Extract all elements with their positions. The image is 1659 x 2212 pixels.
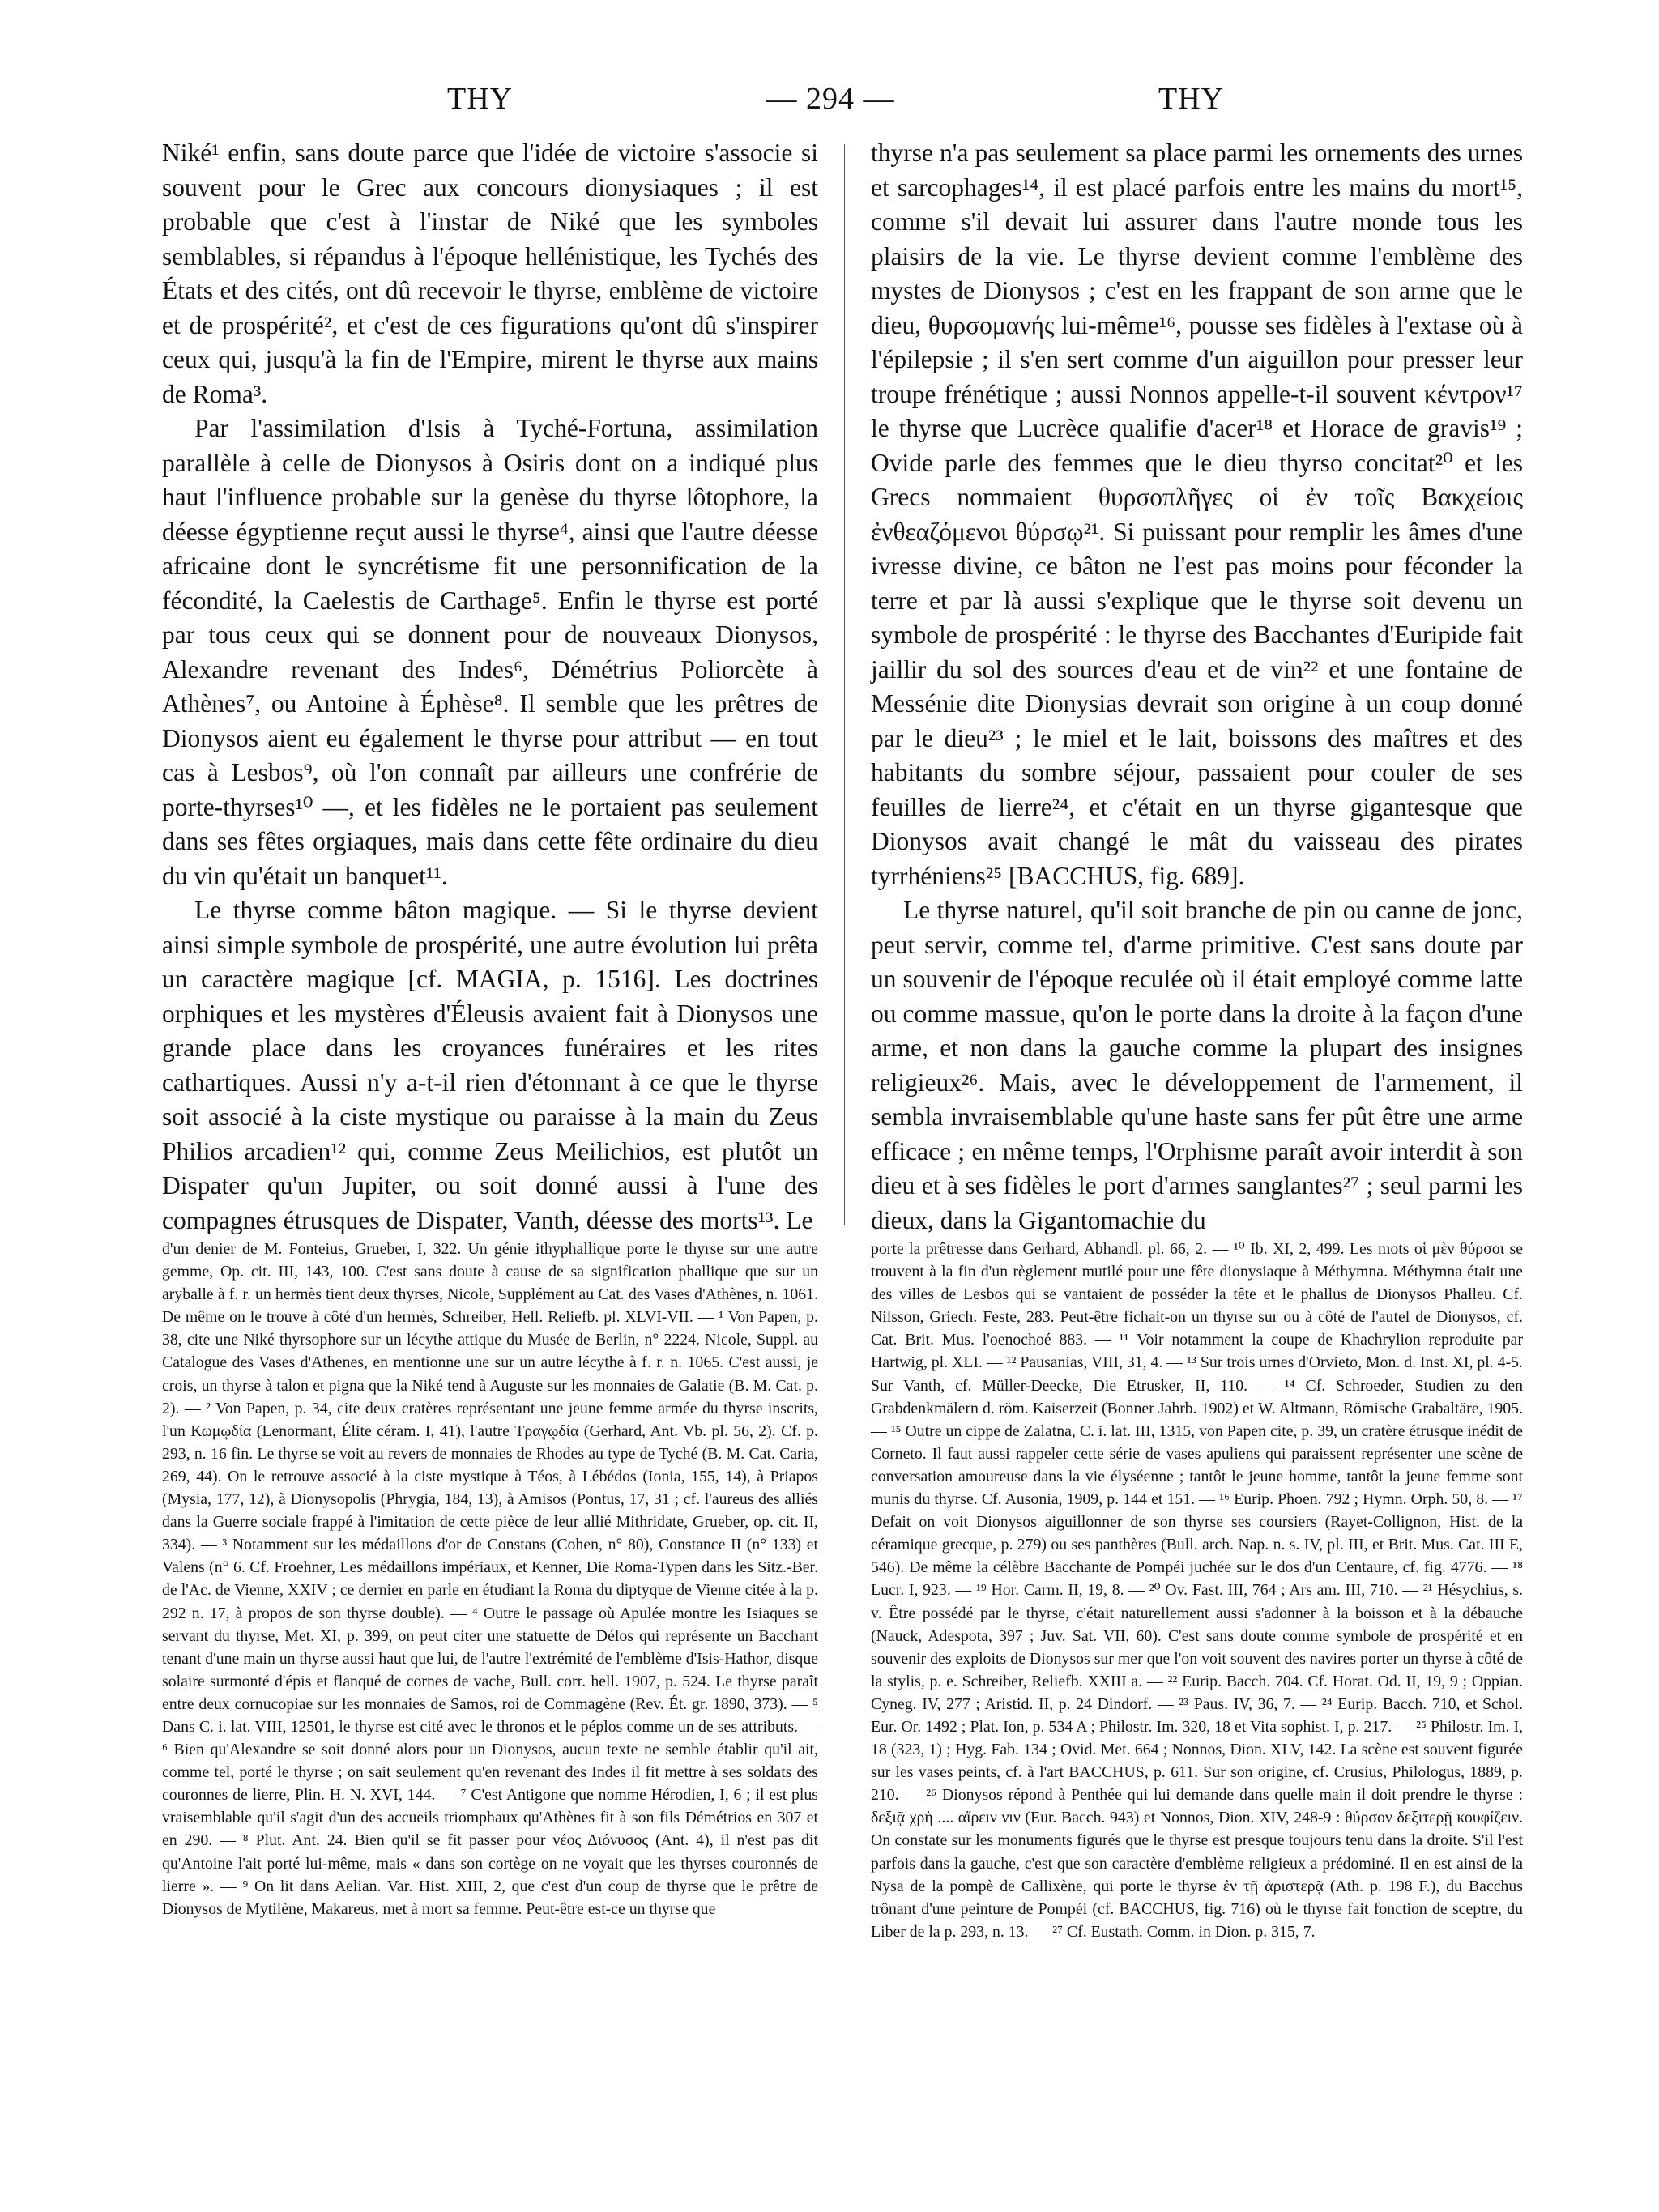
footnotes-left-text: d'un denier de M. Fonteius, Grueber, I, 322. Un génie ithyphallique porte le thyrse sur une autre gemme, Op. cit. III, 143, 100. C'est sans doute à cause de sa signification phallique que sur un aryballe à f. r. un hermès tient deux thyrses, Nicole, Supplément au Cat. des Vases d'Athènes, n. 1061. De même on le trouve à côté d'un hermès, Schreiber, Hell. Reliefb. pl. XLVI-VII. — ¹ Von Papen, p. 38, cite une Niké thyrsophore sur un lécythe attique du Musée de Berlin, n° 2224. Nicole, Suppl. au Catalogue des Vases d'Athenes, en mentionne une sur un autre lécythe à f. r. n. 1065. C'est aussi, je crois, un thyrse à talon et pigna que la Niké tend à Auguste sur les monnaies de Galatie (B. M. Cat. p. 2). — ² Von Papen, p. 34, cite deux cratères représentant une jeune femme armée du thyrse inscrits, l'un Κωμῳδία (Lenormant, Élite céram. I, 41), l'autre Τραγῳδία (Gerhard, Ant. Vb. pl. 56, 2). Cf. p. 293, n. 16 fin. Le thyrse se voit au revers de monnaies de Rhodes au type de Tyché (B. M. Cat. Caria, 269, 44). On le retrouve associé à la ciste mystique à Téos, à Lébédos (Ionia, 155, 14), à Priapos (Mysia, 177, 12), à Dionysopolis (Phrygia, 184, 13), à Amisos (Pontus, 17, 31 ; cf. l'aureus des alliés dans la Guerre sociale frappé à l'imitation de cette pièce de leur allié Mithridate, Grueber, op. cit. II, 334). — ³ Notamment sur les médaillons d'or de Constans (Cohen, n° 80), Constance II (n° 133) et Valens (n° 6. Cf. Froehner, Les médaillons impériaux, et Kenner, Die Roma-Typen dans les Sitz.-Ber. de l'Ac. de Vienne, XXIV ; ce dernier en parle en étudiant la Roma du diptyque de Vienne citée à la p. 292 n. 17, à propos de son thyrse double). — ⁴ Outre le passage où Apulée montre les Isiaques se servant du thyrse, Met. XI, p. 399, on peut citer une statuette de Délos qui représente un Bacchant tenant d'une main un thyrse aussi haut que lui, de l'autre l'extrémité de l'emblème d'Isis-Hathor, disque solaire surmonté d'épis et flanqué de cornes de vache, Bull. corr. hell. 1907, p. 524. Le thyrse paraît entre deux cornucopiae sur les monnaies de Samos, roi de Commagène (Rev. Ét. gr. 1890, 373). — ⁵ Dans C. i. lat. VIII, 12501, le thyrse est cité avec le thronos et le péplos comme un de ses attributs. — ⁶ Bien qu'Alexandre se soit donné alors pour un Dionysos, aucun texte ne semble établir qu'il ait, comme tel, porté le thyrse ; on sait seulement qu'en revenant des Indes il fit mettre à ses soldats des couronnes de lierre, Plin. H. N. XVI, 144. — ⁷ C'est Antigone que nomme Hérodien, I, 6 ; il est plus vraisemblable qu'il s'agit d'un des accueils triomphaux qu'Athènes fit à son fils Démétrios en 307 et en 290. — ⁸ Plut. Ant. 24. Bien qu'il se fit passer pour νέος Διόνυσος (Ant. 4), il n'est pas dit qu'Antoine l'ait porté lui-même, mais « dans son cortège on ne voyait que les thyrses couronnés de lierre ». — ⁹ On lit dans Aelian. Var. Hist. XIII, 2, que c'est d'un coup de thyrse que le prêtre de Dionysos de Mytilène, Makareus, met à mort sa femme. Peut-être est-ce un thyrse que (162, 1240, 818, 1918)
right-paragraph-1: thyrse n'a pas seulement sa place parmi les ornements des urnes et sarcophages¹⁴, il est placé parfois entre les mains du mort¹⁵, comme s'il devait lui assurer dans l'autre monde tous les plaisirs de la vie. Le thyrse devient comme l'emblème des mystes de Dionysos ; c'est en les frappant de son arme que le dieu, θυρσομανής lui-même¹⁶, pousse ses fidèles à l'extase où à l'épilepsie ; il s'en sert comme d'un aiguillon pour presser leur troupe frénétique ; aussi Nonnos appelle-t-il souvent κέντρον¹⁷ le thyrse que Lucrèce qualifie d'acer¹⁸ et Horace de gravis¹⁹ ; Ovide parle des femmes que le dieu thyrso concitat²⁰ et les Grecs nommaient θυρσοπλῆγες οἱ ἐν τοῖς Βακχείοις ἐνθεαζόμενοι θύρσῳ²¹. Si puissant pour remplir les âmes d'une ivresse divine, ce bâton ne l'est pas moins pour féconder la terre et par là aussi s'explique que le thyrse soit devenu un symbole de prospérité : le thyrse des Bacchantes d'Euripide fait jaillir du sol des sources d'eau et de vin²² et une fontaine de Messénie dite Dionysias devrait son origine à un coup donné par le dieu²³ ; le miel et le lait, boissons des maîtres et des habitants du sombre séjour, passaient pour couler de ses feuilles de lierre²⁴, et c'était en un thyrse gigantesque que Dionysos avait changé le mât du vaisseau des pirates tyrrhéniens²⁵ [BACCHUS, fig. 689]. (871, 139, 1523, 890)
left-paragraph-1: Niké¹ enfin, sans doute parce que l'idée de victoire s'associe si souvent pour le Grec aux concours dionysiaques ; il est probable que c'est à l'instar de Niké que les symboles semblables, si répandus à l'époque hellénistique, les Tychés des États et des cités, ont dû recevoir le thyrse, emblème de victoire et de prospérité², et c'est de ces figurations qu'ont dû s'inspirer ceux qui, jusqu'à la fin de l'Empire, mirent le thyrse aux mains de Roma³. (162, 139, 818, 408)
footnotes-right-text: porte la prêtresse dans Gerhard, Abhandl. pl. 66, 2. — ¹⁰ Ib. XI, 2, 499. Les mots οἱ μὲν θύρσοι se trouvent à la fin d'un règlement mutilé pour une fête dionysiaque à Méthymna. Méthymna était une des villes de Lesbos qui se vantaient de posséder la tête et le phallus de Dionysos Phalleu. Cf. Nilsson, Griech. Feste, 283. Peut-être fichait-on un thyrse sur ou à côté de l'autel de Dionysos, cf. Cat. Brit. Mus. l'oenochoé 883. — ¹¹ Voir notamment la coupe de Khachrylion reproduite par Hartwig, pl. XLI. — ¹² Pausanias, VIII, 31, 4. — ¹³ Sur trois urnes d'Orvieto, Mon. d. Inst. XI, pl. 4-5. Sur Vanth, cf. Müller-Deecke, Die Etrusker, II, 110. — ¹⁴ Cf. Schroeder, Studien zu den Grabdenkmälern d. röm. Kaiserzeit (Bonner Jahrb. 1902) et W. Altmann, Römische Grabaltäre, 1905. — ¹⁵ Outre un cippe de Zalatna, C. i. lat. III, 1315, von Papen cite, p. 39, un cratère étrusque inédit de Corneto. Il faut aussi rappeler cette série de vases apuliens qui paraissent représenter une scène de conversation amoureuse dans la vie élyséenne ; tantôt le jeune homme, tantôt la jeune femme sont munis du thyrse. Cf. Ausonia, 1909, p. 144 et 151. — ¹⁶ Eurip. Phoen. 792 ; Hymn. Orph. 50, 8. — ¹⁷ Defait on voit Dionysos aiguillonner de son thyrse ses coursiers (Rayet-Collignon, Hist. de la céramique grecque, p. 279) ou ses panthères (Bull. arch. Nap. n. s. IV, pl. III, et Brit. Mus. Cat. III E, 546). De même la célèbre Bacchante de Pompéi juchée sur le dos d'un Centaure, cf. fig. 4776. — ¹⁸ Lucr. I, 923. — ¹⁹ Hor. Carm. II, 19, 8. — ²⁰ Ov. Fast. III, 764 ; Ars am. III, 710. — ²¹ Hésychius, s. v. Être possédé par le thyrse, c'était naturellement aussi s'adonner à la boisson et à la débauche (Nauck, Adespota, 397 ; Juv. Sat. VII, 60). C'est sans doute comme symbole de prospérité et en souvenir des exploits de Dionysos sur mer que l'on voit souvent des navires porter un thyrse à côté de la stylis, p. e. Schreiber, Reliefb. XXIII a. — ²² Eurip. Bacch. 704. Cf. Horat. Od. II, 19, 9 ; Oppian. Cyneg. IV, 277 ; Aristid. II, p. 24 Dindorf. — ²³ Paus. IV, 36, 7. — ²⁴ Eurip. Bacch. 710, et Schol. Eur. Or. 1492 ; Plat. Ion, p. 534 A ; Philostr. Im. 320, 18 et Vita sophist. I, p. 217. — ²⁵ Philostr. Im. I, 18 (323, 1) ; Hyg. Fab. 134 ; Ovid. Met. 664 ; Nonnos, Dion. XLV, 142. La scène est souvent figurée sur les vases peints, cf. à l'art BACCHUS, p. 611. Sur son origine, cf. Crusius, Philologus, 1889, p. 210. — ²⁶ Dionysos répond à Penthée qui lui demande dans quelle main il doit prendre le thyrse : δεξιᾷ χρὴ .... αἴρειν νιν (Eur. Bacch. 943) et Nonnos, Dion. XIV, 248-9 : θύρσον δεξιτερῇ κουφίζειν. On constate sur les monuments figurés que le thyrse est presque toujours tenu dans la droite. S'il l'est parfois dans la gauche, c'est que son caractère d'emblème religieux a prédominé. Il en est ainsi de la Nysa de la pompè de Callixène, qui porte le thyrse ἐν τῇ ἀριστερᾷ (Ath. p. 198 F.), du Bacchus trônant d'une peinture de Pompéi (cf. BACCHUS, fig. 716) où le thyrse fait fonction de sceptre, du Liber de la p. 293, n. 13. — ²⁷ Cf. Eustath. Comm. in Dion. p. 315, 7. (871, 1240, 1523, 1941)
footnotes-left (162, 1238, 818, 1920)
page-number: — 294 — (766, 82, 895, 116)
left-column (162, 136, 818, 1238)
header-right-word: THY (1158, 82, 1225, 116)
header-left-word: THY (447, 82, 514, 116)
running-head (0, 81, 1659, 121)
right-column (871, 136, 1523, 1238)
right-paragraph-2: Le thyrse naturel, qu'il soit branche de pin ou canne de jonc, peut servir, comme tel, d'arme primitive. C'est sans doute par un souvenir de l'époque reculée où il était employé comme latte ou comme massue, qu'on le porte dans la droite à la façon d'une arme, et non dans la gauche comme la plupart des insignes religieux²⁶. Mais, avec le développement de l'armement, il sembla invraisemblable qu'une haste sans fer pût être une arme efficace ; en même temps, l'Orphisme paraît avoir interdit à son dieu et à ses fidèles le port d'armes sanglantes²⁷ ; seul parmi les dieux, dans la Gigantomachie du (871, 896, 1523, 1234)
footnotes-right (871, 1238, 1523, 1943)
left-paragraph-2: Par l'assimilation d'Isis à Tyché-Fortuna, assimilation parallèle à celle de Dionysos à Osiris dont on a indiqué plus haut l'influence probable sur la genèse du thyrse lôtophore, la déesse égyptienne reçut aussi le thyrse⁴, ainsi que l'autre déesse africaine dont le syncrétisme fit une personnification de la fécondité, la Caelestis de Carthage⁵. Enfin le thyrse est porté par tous ceux qui se donnent pour de nouveaux Dionysos, Alexandre revenant des Indes⁶, Démétrius Poliorcète à Athènes⁷, ou Antoine à Éphèse⁸. Il semble que les prêtres de Dionysos aient eu également le thyrse pour attribut — en tout cas à Lesbos⁹, où l'on connaît par ailleurs une confrérie de porte-thyrses¹⁰ —, et les fidèles ne le portaient pas seulement dans ses fêtes orgiaques, mais dans cette fête ordinaire du dieu du vin qu'était un banquet¹¹. (162, 414, 818, 890)
left-paragraph-3: Le thyrse comme bâton magique. — Si le thyrse devient ainsi simple symbole de prospérité, une autre évolution lui prêta un caractère magique [cf. MAGIA, p. 1516]. Les doctrines orphiques et les mystères d'Éleusis avaient fait à Dionysos une grande place dans les croyances funéraires et les rites cathartiques. Aussi n'y a-t-il rien d'étonnant à ce que le thyrse soit associé à la ciste mystique ou paraisse à la main du Zeus Philios arcadien¹² qui, comme Zeus Meilichios, est plutôt un Dispater qu'un Jupiter, ou soit donné aussi à l'une des compagnes étrusques de Dispater, Vanth, déesse des morts¹³. Le (162, 896, 818, 1234)
column-divider (844, 144, 845, 1225)
